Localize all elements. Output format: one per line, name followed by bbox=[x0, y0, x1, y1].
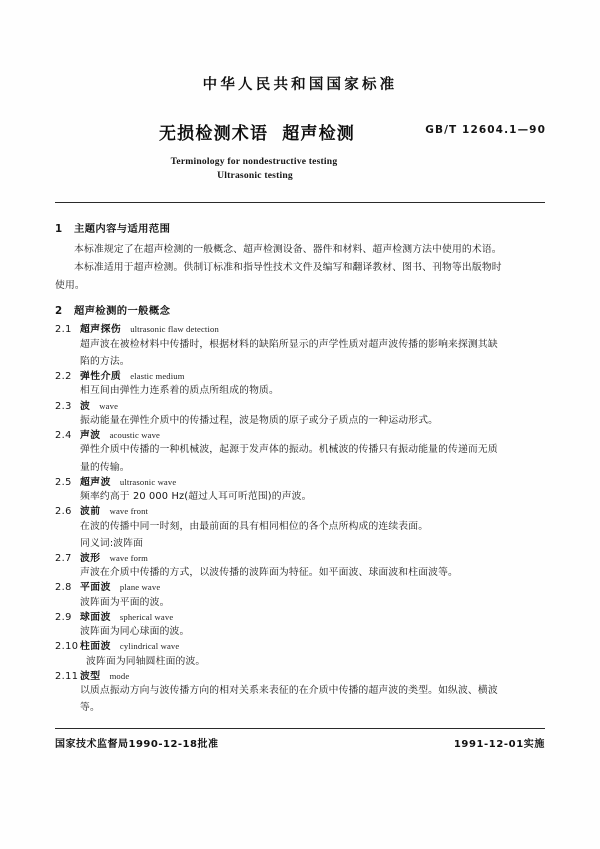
term-entry bbox=[55, 372, 547, 399]
term-entry bbox=[55, 642, 547, 669]
national-standard-label: 中华人民共和国国家标准 bbox=[202, 77, 398, 93]
term-definition-line: 超声波在被检材料中传播时，根据材料的缺陷所显示的声学性质对超声波传播的影响来探测其缺 bbox=[80, 338, 498, 350]
term-entry bbox=[55, 507, 547, 551]
term-definition-line: 波阵面为同心球面的波。 bbox=[80, 626, 190, 638]
term-definition-line: 以质点振动方向与波传播方向的相对关系来表征的在介质中传播的超声波的类型。如纵波、横波 bbox=[80, 685, 498, 697]
document-title-part1: 无损检测术语 bbox=[158, 123, 269, 144]
term-header bbox=[55, 554, 547, 564]
term-index: 2.2 bbox=[55, 371, 72, 383]
term-index: 2.9 bbox=[55, 611, 72, 623]
section-1-paragraph-2: 本标准适用于超声检测。供制订标准和指导性技术文件及编写和翻译教材、图书、刊物等出版物时 bbox=[74, 262, 502, 274]
approval-text: 国家技术监督局1990-12-18批准 bbox=[55, 739, 219, 750]
term-header bbox=[55, 431, 547, 441]
term-english: cylindrical wave bbox=[119, 641, 180, 652]
section-heading-1 bbox=[55, 224, 547, 234]
term-index: 2.4 bbox=[55, 430, 72, 442]
term-english: mode bbox=[109, 670, 130, 681]
term-chinese: 波形 bbox=[80, 552, 101, 564]
document-footer bbox=[55, 735, 545, 750]
term-definition-line: 波阵面为平面的波。 bbox=[80, 596, 170, 608]
term-entry bbox=[55, 325, 547, 369]
term-chinese: 波前 bbox=[80, 506, 101, 518]
term-chinese: 球面波 bbox=[80, 611, 111, 623]
term-header bbox=[55, 583, 547, 593]
term-definition-line: 等。 bbox=[80, 702, 100, 714]
term-chinese: 弹性介质 bbox=[80, 371, 122, 383]
term-header bbox=[55, 402, 547, 412]
section-title-2: 超声检测的一般概念 bbox=[74, 305, 171, 318]
section-number-2: 2 bbox=[55, 305, 63, 318]
term-entry bbox=[55, 478, 547, 505]
term-english: acoustic wave bbox=[109, 430, 160, 441]
term-entry bbox=[55, 583, 547, 610]
term-entry bbox=[55, 431, 547, 475]
english-title-line1: Terminology for nondestructive testing bbox=[170, 155, 338, 167]
term-header bbox=[55, 478, 547, 488]
term-index: 2.10 bbox=[55, 641, 79, 653]
term-header bbox=[55, 642, 547, 652]
header-divider bbox=[55, 202, 545, 203]
term-index: 2.1 bbox=[55, 324, 72, 336]
term-english: wave front bbox=[109, 506, 149, 517]
term-chinese: 超声探伤 bbox=[80, 324, 122, 336]
english-title-line2: Ultrasonic testing bbox=[217, 170, 293, 182]
section-1-paragraph-1: 本标准规定了在超声检测的一般概念、超声检测设备、器件和材料、超声检测方法中使用的术语。 bbox=[74, 244, 502, 256]
term-english: wave form bbox=[109, 552, 148, 563]
term-entry bbox=[55, 554, 547, 581]
document-title-part2: 超声检测 bbox=[282, 123, 355, 144]
footer-divider bbox=[55, 728, 545, 729]
term-index: 2.8 bbox=[55, 582, 72, 594]
term-synonym: 同义词:波阵面 bbox=[80, 537, 144, 549]
term-header bbox=[55, 672, 547, 682]
term-chinese: 柱面波 bbox=[80, 641, 111, 653]
implementation-text: 1991-12-01实施 bbox=[453, 739, 545, 750]
term-header bbox=[55, 325, 547, 335]
term-index: 2.11 bbox=[55, 670, 79, 682]
term-definition-line: 声波在介质中传播的方式，以波传播的波阵面为特征。如平面波、球面波和柱面波等。 bbox=[80, 567, 458, 579]
term-header bbox=[55, 613, 547, 623]
term-english: elastic medium bbox=[130, 371, 185, 382]
section-1-paragraph-3: 使用。 bbox=[55, 280, 85, 292]
term-header bbox=[55, 507, 547, 517]
term-header bbox=[55, 372, 547, 382]
section-title-1: 主题内容与适用范围 bbox=[74, 223, 171, 235]
term-chinese: 平面波 bbox=[80, 582, 111, 594]
section-number-1: 1 bbox=[55, 223, 63, 235]
document-title bbox=[159, 119, 355, 144]
term-chinese: 波型 bbox=[80, 670, 101, 682]
standard-code: GB/T 12604.1—90 bbox=[425, 123, 546, 136]
document-header bbox=[0, 0, 600, 184]
term-english: spherical wave bbox=[119, 611, 174, 622]
term-definition-line: 弹性介质中传播的一种机械波，起源于发声体的振动。机械波的传播只有振动能量的传递而无质 bbox=[80, 444, 498, 456]
term-definition-line: 频率约高于 20 000 Hz(超过人耳可听范围)的声波。 bbox=[80, 491, 312, 503]
section-heading-2 bbox=[55, 306, 547, 316]
term-chinese: 超声波 bbox=[80, 476, 111, 488]
term-definition-line: 相互间由弹性力连系着的质点所组成的物质。 bbox=[80, 385, 279, 397]
term-index: 2.3 bbox=[55, 400, 72, 412]
term-index: 2.5 bbox=[55, 476, 72, 488]
title-row bbox=[0, 119, 600, 143]
term-english: ultrasonic wave bbox=[119, 476, 177, 487]
term-entry bbox=[55, 613, 547, 640]
term-definition-line: 振动能量在弹性介质中的传播过程，波是物质的原子或分子质点的一种运动形式。 bbox=[80, 414, 439, 426]
term-entry bbox=[55, 402, 547, 429]
term-entry bbox=[55, 672, 547, 716]
english-title bbox=[0, 155, 600, 185]
term-definition-line: 波阵面为同轴圆柱面的波。 bbox=[86, 655, 206, 667]
term-definition-line: 量的传输。 bbox=[80, 461, 130, 473]
term-definition-line: 陷的方法。 bbox=[80, 355, 130, 367]
term-english: ultrasonic flaw detection bbox=[130, 324, 219, 335]
term-chinese: 声波 bbox=[80, 430, 101, 442]
document-body bbox=[55, 224, 547, 719]
term-chinese: 波 bbox=[80, 400, 91, 412]
term-definition-line: 在波的传播中同一时刻，由最前面的具有相同相位的各个点所构成的连续表面。 bbox=[80, 520, 429, 532]
term-english: wave bbox=[99, 400, 119, 411]
term-index: 2.6 bbox=[55, 506, 72, 518]
term-index: 2.7 bbox=[55, 552, 72, 564]
term-english: plane wave bbox=[119, 582, 161, 593]
